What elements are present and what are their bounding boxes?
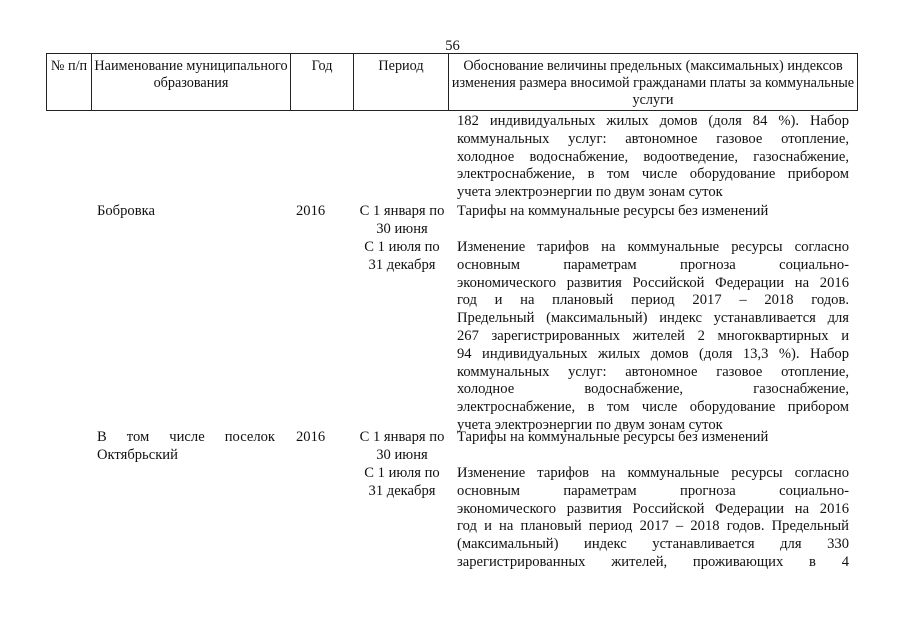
text-line: Изменение тарифов на коммунальные ресурсы согласно xyxy=(457,465,849,481)
period-first-half: С 1 января по 30 июня xyxy=(359,203,445,237)
municipality-name: Бобровка xyxy=(97,203,155,219)
text-line: Изменение тарифов на коммунальные ресурсы согласно xyxy=(457,239,849,255)
text-line: учета электроэнергии по двум зонам суток xyxy=(457,184,723,201)
text-line: 267 зарегистрированных жителей 2 многоквартирных и xyxy=(457,327,849,344)
text-line: 94 индивидуальных жилых домов (доля 13,3 %). Набор xyxy=(457,345,849,362)
text-line: основным параметрам прогноза социально- xyxy=(457,482,849,499)
header-period: Период xyxy=(353,53,448,111)
text-line: коммунальных услуг: автономное газовое отопление, xyxy=(457,363,849,380)
year-cell: 2016 xyxy=(296,203,326,219)
text-line: основным параметрам прогноза социально- xyxy=(457,256,849,273)
text-line: холодное водоснабжение, водоотведение, газоснабжение, xyxy=(457,148,849,165)
text-line: год и на плановый период 2017 – 2018 годов. xyxy=(457,292,849,309)
text-line: коммунальных услуг: автономное газовое отопление, xyxy=(457,130,849,147)
text-line: холодное водоснабжение, газоснабжение, xyxy=(457,381,849,398)
header-year: Год xyxy=(290,53,353,111)
header-number: № п/п xyxy=(46,53,91,111)
text-line: (максимальный) индекс устанавливается для 330 xyxy=(457,536,849,553)
period-first-half: С 1 января по 30 июня xyxy=(359,429,445,463)
text-line: экономического развития Российской Федерации на 2016 xyxy=(457,274,849,291)
text-line: Предельный (максимальный) индекс устанавливается для xyxy=(457,310,849,327)
text-line: электроснабжение, в том числе оборудование прибором xyxy=(457,399,849,416)
period-second-half: С 1 июля по 31 декабря xyxy=(364,465,440,499)
year-cell: 2016 xyxy=(296,429,326,445)
justification-first-half: Тарифы на коммунальные ресурсы без изменений xyxy=(457,429,769,445)
justification-first-half: Тарифы на коммунальные ресурсы без изменений xyxy=(457,203,769,219)
text-line: учета электроэнергии по двум зонам суток xyxy=(457,416,723,433)
continued-justification xyxy=(457,113,849,202)
text-line: 182 индивидуальных жилых домов (доля 84 %). Набор xyxy=(457,113,849,129)
period-second-half: С 1 июля по 31 декабря xyxy=(364,239,440,273)
justification-second-half xyxy=(457,239,849,435)
name-line: В том числе поселок Октябрьский xyxy=(97,429,275,463)
municipality-name xyxy=(97,429,275,465)
text-line: год и на плановый период 2017 – 2018 годов. Предельный xyxy=(457,518,849,535)
text-line: электроснабжение, в том числе оборудование прибором xyxy=(457,166,849,183)
header-justification: Обоснование величины предельных (максимальных) индексов изменения размера вносимой гражданами платы за коммунальные услуги xyxy=(448,53,858,111)
text-line: экономического развития Российской Федерации на 2016 xyxy=(457,500,849,517)
text-line: зарегистрированных жителей, проживающих в 4 xyxy=(457,553,849,570)
header-municipality: Наименование муниципального образования xyxy=(91,53,290,111)
page-number: 56 xyxy=(445,38,460,54)
justification-second-half xyxy=(457,465,849,572)
